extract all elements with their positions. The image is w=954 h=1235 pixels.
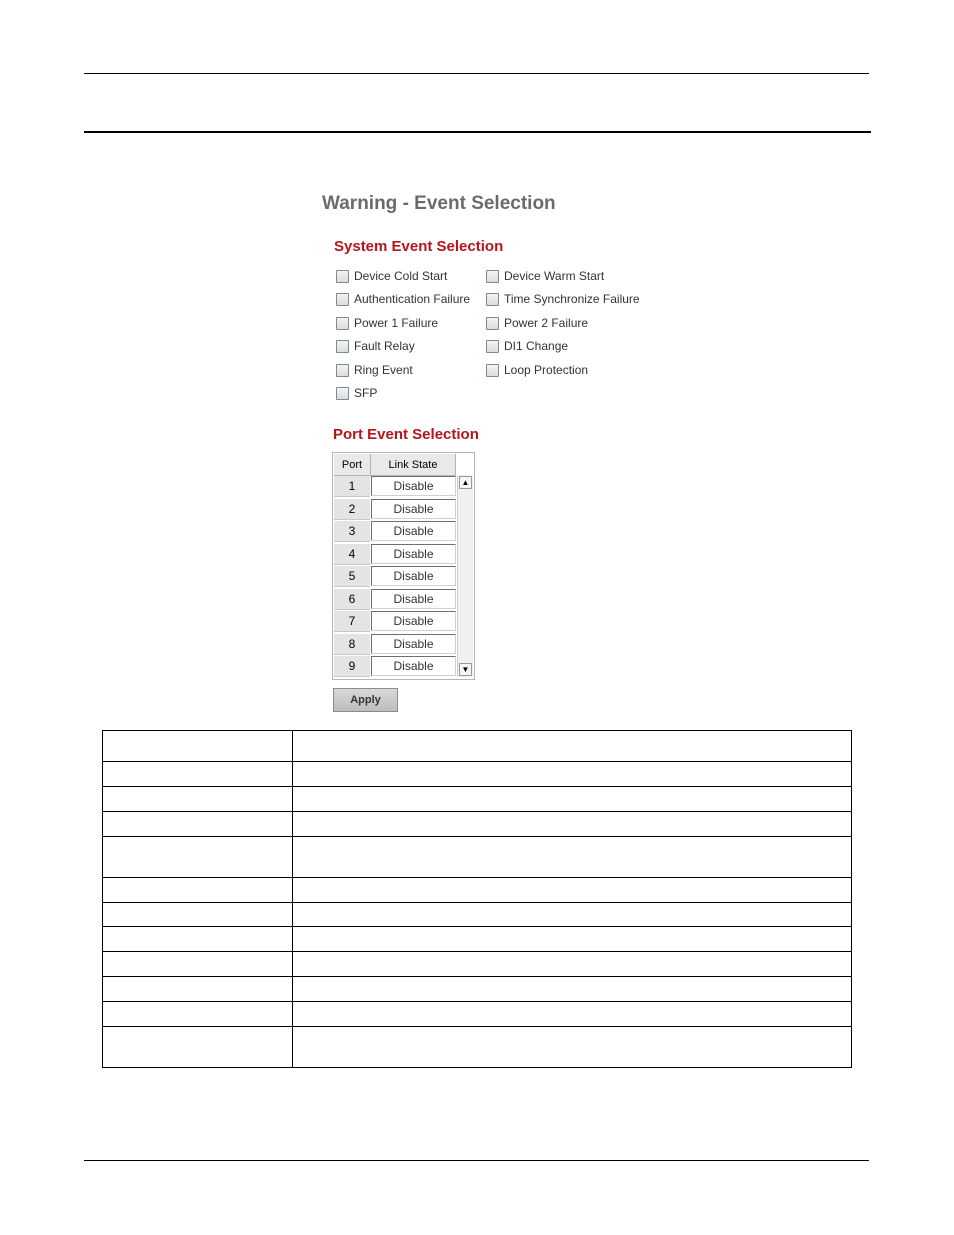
column-header-link-state: Link State	[371, 454, 456, 476]
port-number: 6	[334, 589, 370, 610]
table-row	[333, 565, 457, 588]
checkbox-label: Power 1 Failure	[354, 316, 439, 330]
apply-button[interactable]: Apply	[333, 688, 398, 712]
port-number: 9	[334, 656, 370, 677]
checkbox-fault-relay[interactable]	[336, 338, 415, 354]
system-event-title: System Event Selection	[334, 238, 504, 255]
table-row	[333, 475, 457, 498]
table-row	[333, 498, 457, 521]
column-header-port: Port	[334, 454, 371, 476]
link-state-field[interactable]: Disable	[371, 566, 456, 586]
port-number: 1	[334, 476, 370, 497]
checkbox-label: Device Cold Start	[354, 269, 448, 283]
table-row	[333, 610, 457, 633]
checkbox-label: SFP	[354, 386, 378, 400]
port-number: 7	[334, 611, 370, 632]
scroll-up-arrow-icon[interactable]: ▲	[459, 476, 472, 489]
table-row	[333, 588, 457, 611]
checkbox-icon[interactable]	[486, 317, 499, 330]
port-number: 2	[334, 499, 370, 520]
checkbox-label: Loop Protection	[504, 363, 589, 377]
checkbox-icon[interactable]	[336, 364, 349, 377]
vertical-scrollbar[interactable]	[457, 475, 473, 677]
checkbox-icon[interactable]	[336, 340, 349, 353]
header-thick-rule	[84, 131, 871, 133]
checkbox-ring-event[interactable]	[336, 362, 413, 378]
checkbox-authentication-failure[interactable]	[336, 291, 470, 307]
scroll-down-arrow-icon[interactable]: ▼	[459, 663, 472, 676]
checkbox-power-2-failure[interactable]	[486, 315, 588, 331]
checkbox-power-1-failure[interactable]	[336, 315, 438, 331]
link-state-field[interactable]: Disable	[371, 476, 456, 496]
checkbox-label: Time Synchronize Failure	[504, 292, 640, 306]
table-row	[333, 655, 457, 678]
link-state-field[interactable]: Disable	[371, 611, 456, 631]
table-row	[333, 543, 457, 566]
link-state-field[interactable]: Disable	[371, 656, 456, 676]
checkbox-label: Fault Relay	[354, 339, 415, 353]
port-event-title: Port Event Selection	[333, 426, 479, 443]
link-state-field[interactable]: Disable	[371, 544, 456, 564]
checkbox-icon[interactable]	[486, 340, 499, 353]
checkbox-label: Authentication Failure	[354, 292, 471, 306]
checkbox-label: Ring Event	[354, 363, 413, 377]
header-rule	[84, 73, 869, 74]
port-number: 3	[334, 521, 370, 542]
checkbox-label: Power 2 Failure	[504, 316, 589, 330]
port-number: 4	[334, 544, 370, 565]
port-number: 8	[334, 634, 370, 655]
link-state-field[interactable]: Disable	[371, 589, 456, 609]
checkbox-label: Device Warm Start	[504, 269, 605, 283]
checkbox-device-cold-start[interactable]	[336, 268, 447, 284]
page-title: Warning - Event Selection	[322, 193, 556, 214]
checkbox-icon[interactable]	[336, 317, 349, 330]
checkbox-icon[interactable]	[486, 293, 499, 306]
port-number: 5	[334, 566, 370, 587]
table-row	[333, 633, 457, 656]
port-rows	[333, 475, 457, 678]
checkbox-time-synchronize-failure[interactable]	[486, 291, 640, 307]
checkbox-icon[interactable]	[336, 270, 349, 283]
description-table	[102, 730, 852, 1068]
link-state-field[interactable]: Disable	[371, 521, 456, 541]
table-row	[333, 520, 457, 543]
checkbox-device-warm-start[interactable]	[486, 268, 604, 284]
footer-rule	[84, 1160, 869, 1161]
link-state-field[interactable]: Disable	[371, 634, 456, 654]
checkbox-label: DI1 Change	[504, 339, 569, 353]
port-event-table	[332, 452, 475, 680]
checkbox-icon[interactable]	[336, 293, 349, 306]
checkbox-loop-protection[interactable]	[486, 362, 588, 378]
checkbox-icon[interactable]	[486, 270, 499, 283]
checkbox-icon[interactable]	[486, 364, 499, 377]
link-state-field[interactable]: Disable	[371, 499, 456, 519]
checkbox-icon[interactable]	[336, 387, 349, 400]
checkbox-di1-change[interactable]	[486, 338, 568, 354]
checkbox-sfp[interactable]	[336, 385, 377, 401]
